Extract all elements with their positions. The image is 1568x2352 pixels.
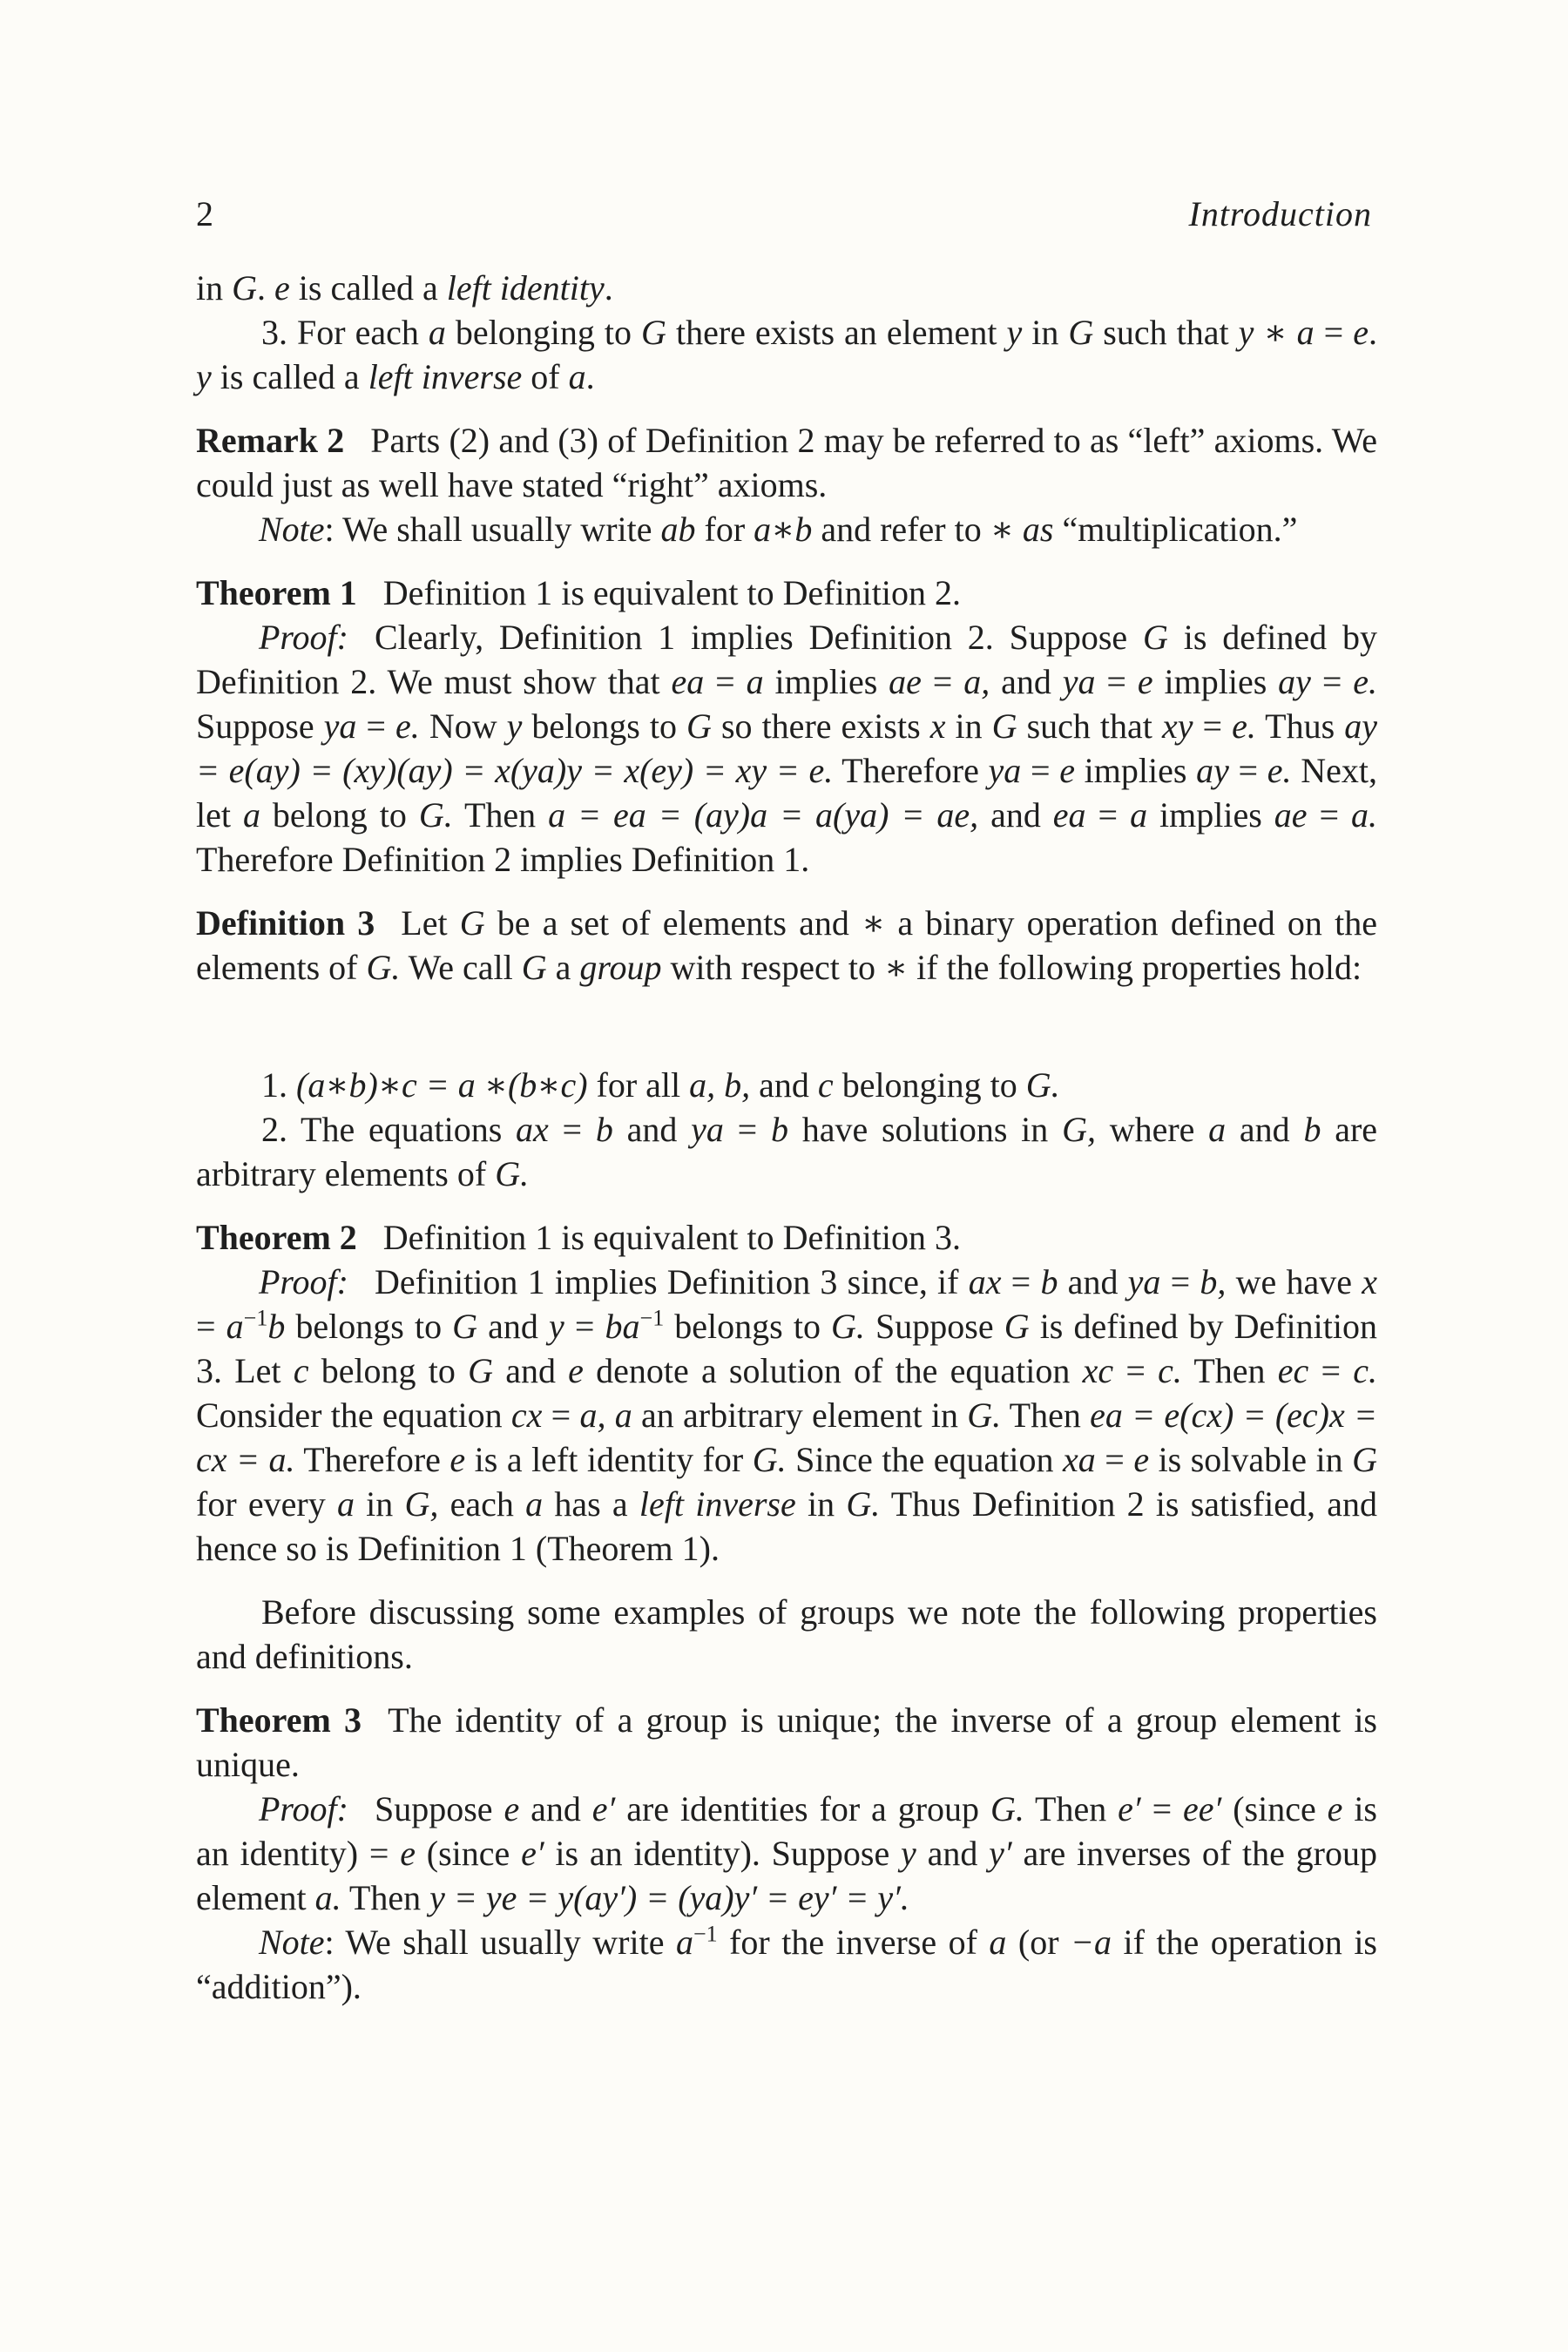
axiom-3: 3. For each a belonging to G there exists an element y in G such that y ∗ a = e. y is called a left inverse of a. — [196, 313, 1377, 396]
theorem-1-proof: Proof: Clearly, Definition 1 implies Definition 2. Suppose G is defined by Definition 2. We must show that ea = a implies ae = a, and ya = e implies ay = e. Suppose ya = e. Now y belongs to G so there exists x in G such that xy = e. Thus ay = e(ay) = (xy)(ay) = x(ya)y = x(ey) = xy = e. Therefore ya = e implies ay = e. Next, let a belong to G. Then a = ea = (ay)a = a(ya) = ae, and ea = a implies ae = a. Therefore Definition 2 implies Definition 1. — [196, 618, 1378, 879]
theorem-3-proof: Proof: Suppose e and e′ are identities for a group G. Then e′ = ee′ (since e is an identity) = e (since e′ is an identity). Suppose y and y′ are inverses of the group element a. Then y = ye = y(ay′) = (ya)y′ = ey′ = y′. — [196, 1789, 1377, 1917]
note-inverse: Note: We shall usually write $a^{-1}$ for the inverse of a (or −a if the operation is “addition”). — [196, 1921, 1377, 2006]
paragraph-before-examples: Before discussing some examples of groups we note the following properties and definitions. — [196, 1592, 1377, 1676]
definition-3: Definition 3 Let G be a set of elements and ∗ a binary operation defined on the elements of G. We call G a group with respect to ∗ if the following properties hold: — [196, 903, 1377, 987]
definition-3-item-1: 1. (a∗b)∗c = a ∗(b∗c) for all a, b, and c belonging to G. — [261, 1065, 1060, 1105]
page-header — [196, 193, 1372, 246]
note-multiplication: Note: We shall usually write ab for a∗b and refer to ∗ as “multiplication.” — [259, 510, 1298, 549]
theorem-2-proof: Proof: Definition 1 implies Definition 3 since, if ax = b and ya = b, we have $x = a^{-1}b$ belongs to G and $y = ba^{-1}$ belongs to G. Suppose G is defined by Definition 3. Let c belong to G and e denote a solution of the equation xc = c. Then ec = c. Consider the equation cx = a, a an arbitrary element in G. Then ea = e(cx) = (ec)x = cx = a. Therefore e is a left identity for G. Since the equation xa = e is solvable in G for every a in G, each a has a left inverse in G. Thus Definition 2 is satisfied, and hence so is Definition 1 (Theorem 1). — [196, 1262, 1378, 1568]
theorem-3: Theorem 3 The identity of a group is unique; the inverse of a group element is unique. — [196, 1700, 1378, 1784]
paragraph-left-identity: in G. e is called a left identity. — [196, 268, 613, 308]
running-title: Introduction — [1188, 194, 1372, 233]
theorem-1-label: Theorem 1 — [196, 573, 357, 612]
theorem-2: Theorem 2 Definition 1 is equivalent to Definition 3. — [196, 1218, 962, 1257]
theorem-1: Theorem 1 Definition 1 is equivalent to Definition 2. — [196, 573, 962, 612]
definition-3-label: Definition 3 — [196, 903, 375, 943]
body-text — [196, 266, 1377, 2009]
page-number: 2 — [196, 194, 213, 233]
remark-label: Remark 2 — [196, 421, 345, 460]
definition-3-item-2: 2. The equations ax = b and ya = b have solutions in G, where a and b are arbitrary elements of G. — [196, 1110, 1378, 1193]
theorem-3-label: Theorem 3 — [196, 1700, 362, 1740]
theorem-2-label: Theorem 2 — [196, 1218, 357, 1257]
remark-2: Remark 2 Parts (2) and (3) of Definition 2 may be referred to as “left” axioms. We could just as well have stated “right” axioms. — [196, 421, 1377, 504]
